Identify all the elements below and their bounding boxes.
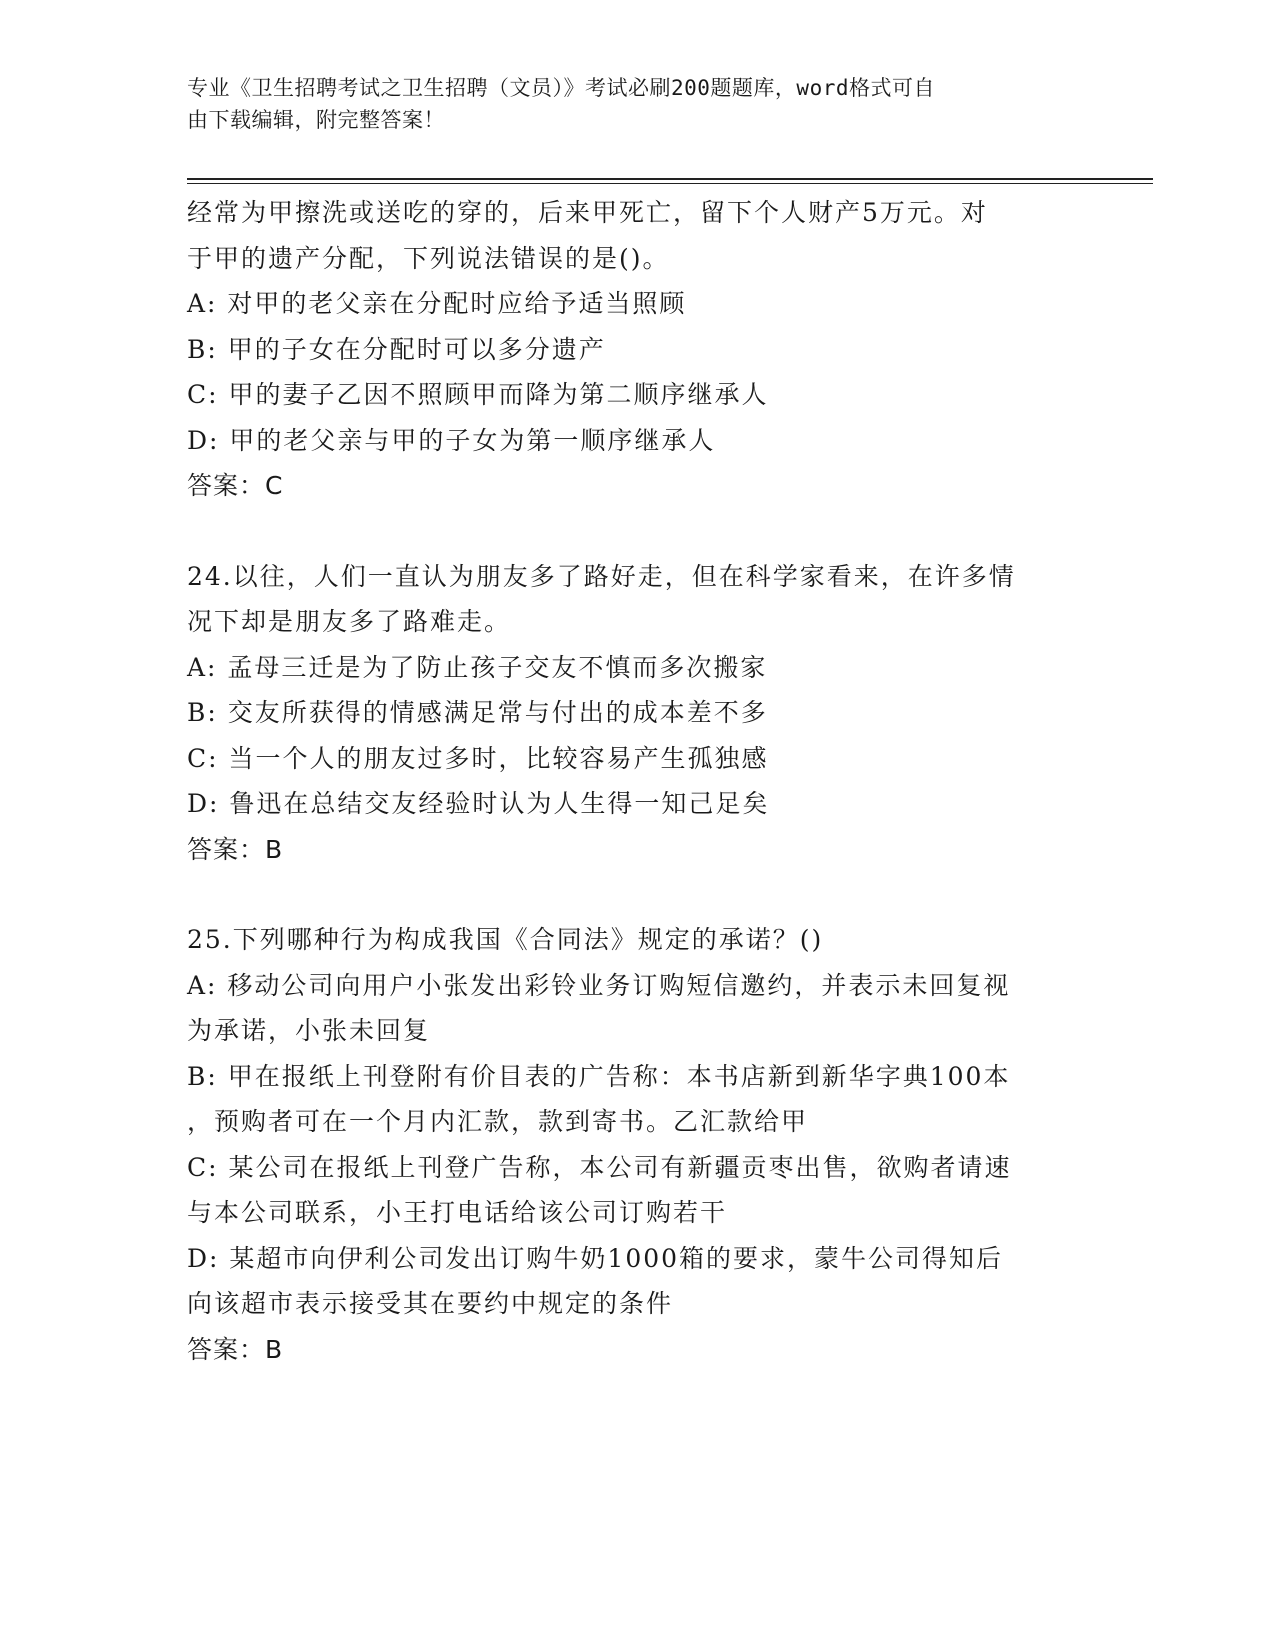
answer: 答案：B <box>187 1334 284 1364</box>
header-divider-thin <box>187 183 1153 184</box>
option-c: C: 当一个人的朋友过多时，比较容易产生孤独感 <box>187 743 769 773</box>
question-text-line: 24.以往，人们一直认为朋友多了路好走，但在科学家看来，在许多情 <box>187 561 1016 591</box>
option-d-line-2: 向该超市表示接受其在要约中规定的条件 <box>187 1289 674 1318</box>
option-a: A: 孟母三迁是为了防止孩子交友不慎而多次搬家 <box>187 652 768 682</box>
question-text-line: 于甲的遗产分配，下列说法错误的是()。 <box>187 243 670 273</box>
header-line-2: 由下载编辑，附完整答案！ <box>187 108 445 132</box>
question-text-line: 况下却是朋友多了路难走。 <box>187 607 512 636</box>
header-line-1: 专业《卫生招聘考试之卫生招聘（文员）》考试必刷200题题库，word格式可自 <box>187 76 935 100</box>
option-a-line-1: A: 移动公司向用户小张发出彩铃业务订购短信邀约，并表示未回复视 <box>187 970 1011 1000</box>
option-c-line-2: 与本公司联系，小王打电话给该公司订购若干 <box>187 1198 728 1227</box>
option-d: D: 鲁迅在总结交友经验时认为人生得一知己足矣 <box>187 789 770 818</box>
question-content <box>187 190 1077 1372</box>
option-c: C: 甲的妻子乙因不照顾甲而降为第二顺序继承人 <box>187 380 769 409</box>
answer: 答案：B <box>187 834 284 864</box>
question-text-line: 经常为甲擦洗或送吃的穿的，后来甲死亡，留下个人财产5万元。对 <box>187 198 988 227</box>
page-header <box>187 72 1067 136</box>
option-b: B: 交友所获得的情感满足常与付出的成本差不多 <box>187 698 768 727</box>
option-b: B: 甲的子女在分配时可以多分遗产 <box>187 334 606 364</box>
option-d: D: 甲的老父亲与甲的子女为第一顺序继承人 <box>187 425 716 455</box>
question-25 <box>187 917 1077 1372</box>
question-text-line: 25.下列哪种行为构成我国《合同法》规定的承诺？() <box>187 925 824 954</box>
question-spacer <box>187 872 1077 917</box>
option-a: A: 对甲的老父亲在分配时应给予适当照顾 <box>187 289 687 318</box>
option-b-line-2: ，预购者可在一个月内汇款，款到寄书。乙汇款给甲 <box>187 1107 809 1136</box>
option-d-line-1: D: 某超市向伊利公司发出订购牛奶1000箱的要求，蒙牛公司得知后 <box>187 1243 1004 1273</box>
question-24 <box>187 554 1077 873</box>
question-spacer <box>187 509 1077 554</box>
option-a-line-2: 为承诺，小张未回复 <box>187 1016 431 1045</box>
answer: 答案：C <box>187 471 284 500</box>
question-23 <box>187 190 1077 509</box>
option-c-line-1: C: 某公司在报纸上刊登广告称，本公司有新疆贡枣出售，欲购者请速 <box>187 1152 1012 1182</box>
header-divider-thick <box>187 178 1153 180</box>
option-b-line-1: B: 甲在报纸上刊登附有价目表的广告称：本书店新到新华字典100本 <box>187 1061 1011 1091</box>
